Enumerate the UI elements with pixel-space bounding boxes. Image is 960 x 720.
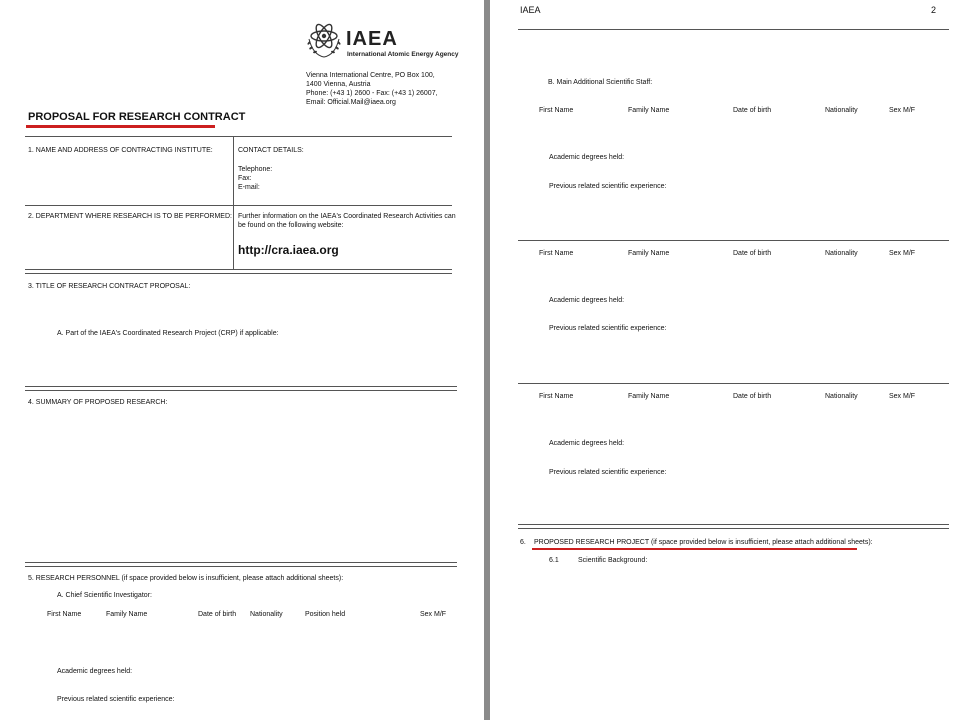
column-position-held: Position held [305, 611, 346, 618]
column-first-name: First Name [539, 250, 574, 257]
column-sex: Sex M/F [889, 250, 916, 257]
table-divider [233, 136, 234, 270]
section-rule [25, 386, 457, 391]
staff-block-rule [518, 240, 949, 241]
website-info-line: Further information on the IAEA's Coordinated Research Activities can [238, 213, 456, 220]
logo-name: IAEA [346, 28, 398, 50]
email-field[interactable]: E-mail: [238, 184, 260, 191]
right-page [490, 0, 960, 720]
header-rule [518, 29, 949, 30]
column-date-of-birth: Date of birth [733, 250, 772, 257]
address-line: Vienna International Centre, PO Box 100, [306, 72, 435, 79]
address-line: Email: Official.Mail@iaea.org [306, 99, 396, 106]
column-date-of-birth: Date of birth [198, 611, 237, 618]
section-1-label: 1. NAME AND ADDRESS OF CONTRACTING INSTITUTE: [28, 147, 213, 154]
address-line: Phone: (+43 1) 2600 - Fax: (+43 1) 26007, [306, 90, 438, 97]
section-5b-label: B. Main Additional Scientific Staff: [548, 79, 653, 86]
section-5a-label: A. Chief Scientific Investigator: [57, 592, 152, 599]
section-6-1-number: 6.1 [549, 557, 559, 564]
column-nationality: Nationality [825, 393, 858, 400]
column-first-name: First Name [47, 611, 82, 618]
section-2-label: 2. DEPARTMENT WHERE RESEARCH IS TO BE PERFORMED: [28, 213, 232, 220]
academic-degrees-label: Academic degrees held: [549, 440, 625, 447]
fax-field[interactable]: Fax: [238, 175, 252, 182]
column-date-of-birth: Date of birth [733, 107, 772, 114]
section-6-label: PROPOSED RESEARCH PROJECT (if space provided below is insufficient, please attach additional sheets): [534, 539, 873, 546]
section-rule [25, 269, 452, 274]
section-3a-label: A. Part of the IAEA's Coordinated Research Project (CRP) if applicable: [57, 330, 279, 337]
academic-degrees-label: Academic degrees held: [549, 154, 625, 161]
page-number: 2 [931, 5, 937, 15]
website-info-line: be found on the following website: [238, 222, 344, 229]
previous-experience-label: Previous related scientific experience: [549, 183, 667, 190]
column-nationality: Nationality [825, 250, 858, 257]
address-line: 1400 Vienna, Austria [306, 81, 371, 88]
academic-degrees-label: Academic degrees held: [57, 668, 133, 675]
column-family-name: Family Name [628, 250, 670, 257]
academic-degrees-label: Academic degrees held: [549, 297, 625, 304]
column-family-name: Family Name [106, 611, 148, 618]
website-link[interactable]: http://cra.iaea.org [238, 243, 339, 257]
section-4-label: 4. SUMMARY OF PROPOSED RESEARCH: [28, 399, 168, 406]
column-nationality: Nationality [250, 611, 283, 618]
section-6-underline [532, 548, 857, 550]
page-title: PROPOSAL FOR RESEARCH CONTRACT [28, 111, 246, 123]
section-rule [25, 562, 457, 567]
section-6-1-label: Scientific Background: [578, 557, 648, 564]
column-sex: Sex M/F [889, 393, 916, 400]
column-date-of-birth: Date of birth [733, 393, 772, 400]
running-header: IAEA [520, 5, 541, 15]
column-first-name: First Name [539, 107, 574, 114]
contact-details-heading: CONTACT DETAILS: [238, 147, 304, 154]
title-underline [26, 125, 215, 128]
section-6-number: 6. [520, 539, 526, 546]
section-3-label: 3. TITLE OF RESEARCH CONTRACT PROPOSAL: [28, 283, 191, 290]
column-sex: Sex M/F [420, 611, 447, 618]
column-family-name: Family Name [628, 393, 670, 400]
previous-experience-label: Previous related scientific experience: [57, 696, 175, 703]
staff-block-rule [518, 383, 949, 384]
previous-experience-label: Previous related scientific experience: [549, 325, 667, 332]
column-nationality: Nationality [825, 107, 858, 114]
column-family-name: Family Name [628, 107, 670, 114]
table-top-rule [25, 136, 452, 137]
column-first-name: First Name [539, 393, 574, 400]
atom-olive-wreath-icon [305, 17, 343, 59]
row-rule [25, 205, 452, 206]
logo-subtitle: International Atomic Energy Agency [347, 51, 459, 58]
section-rule [518, 524, 949, 529]
section-5-label: 5. RESEARCH PERSONNEL (if space provided below is insufficient, please attach additional sheets): [28, 575, 344, 582]
telephone-field[interactable]: Telephone: [238, 166, 273, 173]
previous-experience-label: Previous related scientific experience: [549, 469, 667, 476]
column-sex: Sex M/F [889, 107, 916, 114]
